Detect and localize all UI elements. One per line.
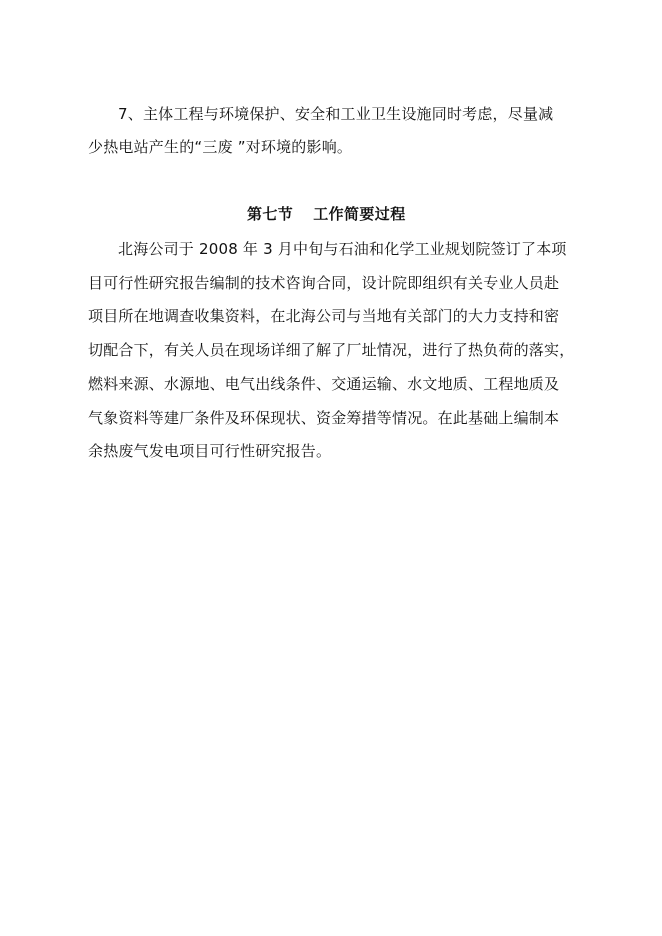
- section7-line-1: 北海公司于 2008 年 3 月中旬与石油和化学工业规划院签订了本项: [118, 240, 567, 258]
- section-heading: [247, 204, 406, 224]
- item7-line-2: 少热电站产生的“三废 ”对环境的影响。: [88, 138, 353, 156]
- section7-line-2: 目可行性研究报告编制的技术咨询合同，设计院即组织有关专业人员赴: [88, 274, 560, 292]
- section7-line-7: 余热废气发电项目可行性研究报告。: [88, 442, 332, 460]
- section7-line-4: 切配合下，有关人员在现场详细了解了厂址情况，进行了热负荷的落实，: [88, 341, 575, 359]
- section-number: 第七节: [247, 205, 294, 223]
- section7-line-3: 项目所在地调查收集资料，在北海公司与当地有关部门的大力支持和密: [88, 307, 560, 325]
- section-title: 工作简要过程: [313, 205, 406, 223]
- section7-line-6: 气象资料等建厂条件及环保现状、资金筹措等情况。在此基础上编制本: [88, 409, 560, 427]
- item7-line-1: 7、主体工程与环境保护、安全和工业卫生设施同时考虑，尽量减: [118, 105, 554, 123]
- section7-line-5: 燃料来源、水源地、电气出线条件、交通运输、水文地质、工程地质及: [88, 375, 560, 393]
